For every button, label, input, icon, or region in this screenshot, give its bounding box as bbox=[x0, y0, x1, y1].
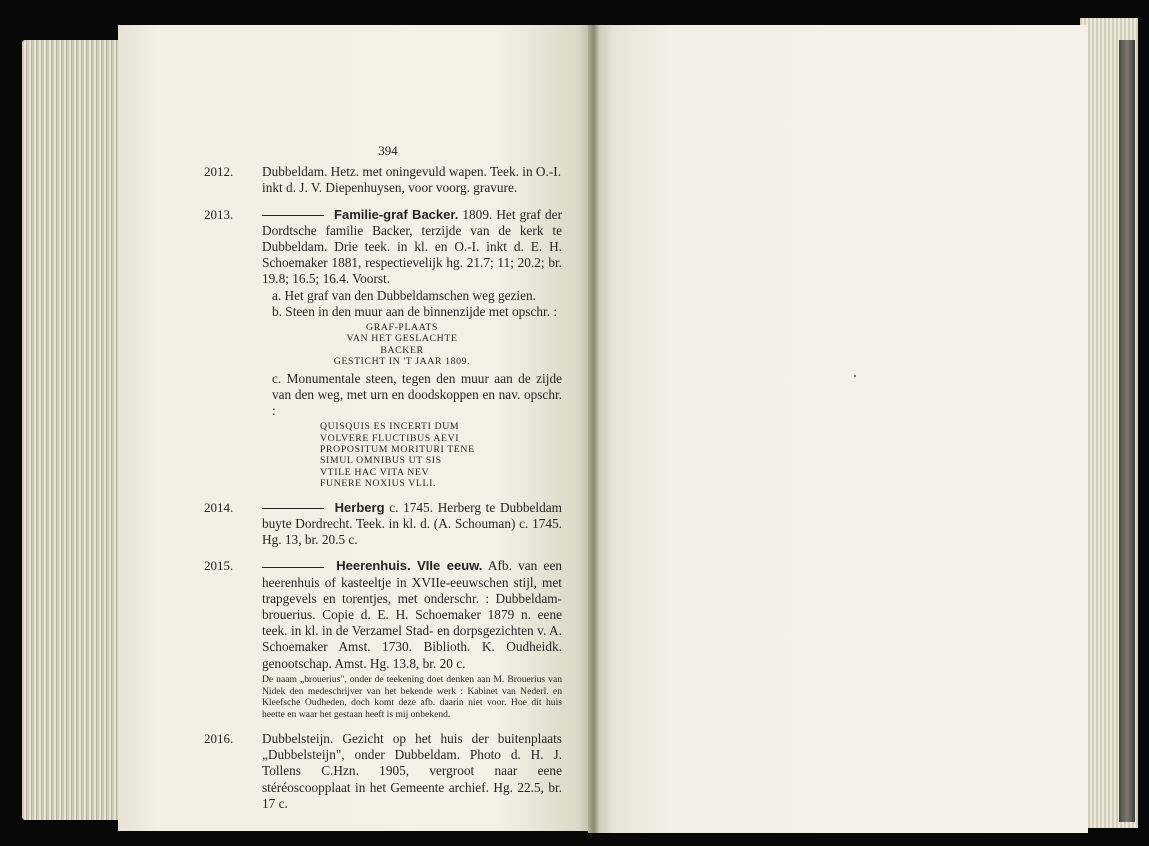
entry-text: c. 1745. Herberg te Dubbeldam buyte Dordrecht. Teek. in kl. d. (A. Schouman) c. 1745. Hg. 13, br. 20.5 c. bbox=[262, 499, 562, 548]
entry-line: Dubbeldam. Hetz. met oningevuld wapen. Teek. in O.-I. bbox=[262, 164, 562, 180]
entry-text: Afb. van een heerenhuis of kasteeltje in XVIIe-eeuwschen stijl, met trapgevels en torentjes, met onderschr. : Dubbeldam-brouerius. Copie d. E. H. Schoemaker 1879 n. eene teek. in kl. in de Verzamel Stad- en dorpsgezichten v. A. Schoemaker Amst. 1730. Biblioth. K. Oudheidk. genootschap. Amst. Hg. 13.8, br. 20 c. bbox=[262, 558, 562, 671]
entry-number: 2012. bbox=[204, 164, 234, 180]
inscription-line: GESTICHT IN 'T JAAR 1809. bbox=[333, 356, 471, 368]
ditto-dash bbox=[262, 508, 324, 509]
entry-2014 bbox=[204, 499, 562, 549]
entry-text: 1809. Het graf der Dordtsche familie Backer, terzijde van de kerk te Dubbeldam. Drie teek. in kl. en O.-I. inkt d. E. H. Schoemaker 1881, respectievelijk hg. 21.7; 11; 20.2; br. 19.8; 16.5; 16.4. Voorst. bbox=[262, 206, 562, 287]
entry-text: Dubbelsteijn. Gezicht op het huis der buitenplaats „Dubbelsteijn", onder Dubbeldam. Photo d. H. J. Tollens C.Hzn. 1905, vergroot naar eene stéréoscoopplaat in het Gemeente archief. Hg. 22.5, br. 17 c. bbox=[262, 730, 562, 811]
inscription-line: VTILE HAC VITA NEV bbox=[320, 466, 430, 478]
book-gutter bbox=[588, 25, 600, 833]
ditto-dash bbox=[262, 215, 324, 216]
footnote: De naam „brouerius", onder de teekening doet denken aan M. Brouerius van Nidek den medeschrijver van het bekende werk : Kabinet van Nederl. en Kleefsche Oudheden, doch komt deze afb. daarin niet voor. Hoe dit huis heette en waar het gestaan heeft is mij onbekend. bbox=[262, 673, 562, 721]
inscription-line: SIMUL OMNIBUS UT SIS bbox=[320, 455, 442, 467]
entry-2015 bbox=[204, 558, 562, 721]
page-text bbox=[204, 143, 562, 822]
inscription-latin bbox=[262, 421, 562, 489]
inscription-line: GRAF-PLAATS bbox=[366, 322, 438, 334]
right-page-blank bbox=[594, 25, 1088, 833]
inscription-line: VOLVERE FLUCTIBUS AEVI bbox=[320, 432, 460, 444]
inscription-line: FUNERE NOXIUS VLLI. bbox=[320, 478, 436, 490]
inscription-line: PROPOSITUM MORITURI TENE bbox=[320, 444, 475, 456]
item-a: a. Het graf van den Dubbeldamschen weg gezien. bbox=[272, 287, 536, 303]
entry-2013 bbox=[204, 206, 562, 490]
entry-2016 bbox=[204, 730, 562, 812]
entry-2012 bbox=[204, 164, 562, 196]
inscription-line: VAN HET GESLACHTE bbox=[346, 333, 458, 345]
entry-number: 2016. bbox=[204, 730, 234, 746]
entry-line: inkt d. J. V. Diepenhuysen, voor voorg. gravure. bbox=[262, 180, 518, 196]
entry-number: 2013. bbox=[204, 206, 234, 222]
inscription-line: QUISQUIS ES INCERTI DUM bbox=[320, 421, 460, 433]
item-b: b. Steen in den muur aan de binnenzijde met opschr. : bbox=[272, 303, 558, 319]
inscription-line: BACKER bbox=[380, 344, 424, 356]
left-page-edges bbox=[22, 40, 127, 820]
entry-subject: Herberg bbox=[334, 499, 385, 515]
entry-subject: Familie-graf Backer. bbox=[334, 206, 459, 222]
item-c: c. Monumentale steen, tegen den muur aan de zijde van den weg, met urn en doodskoppen en nav. opschr. : bbox=[272, 370, 562, 419]
inscription-graf-plaats bbox=[242, 322, 562, 368]
entry-subject: Heerenhuis. VIIe eeuw. bbox=[336, 558, 483, 574]
ditto-dash bbox=[262, 567, 324, 568]
entry-number: 2015. bbox=[204, 558, 234, 574]
cover-board bbox=[1119, 40, 1135, 822]
entry-number: 2014. bbox=[204, 499, 234, 515]
page-number: 394 bbox=[378, 143, 398, 158]
paper-speck bbox=[854, 375, 856, 377]
